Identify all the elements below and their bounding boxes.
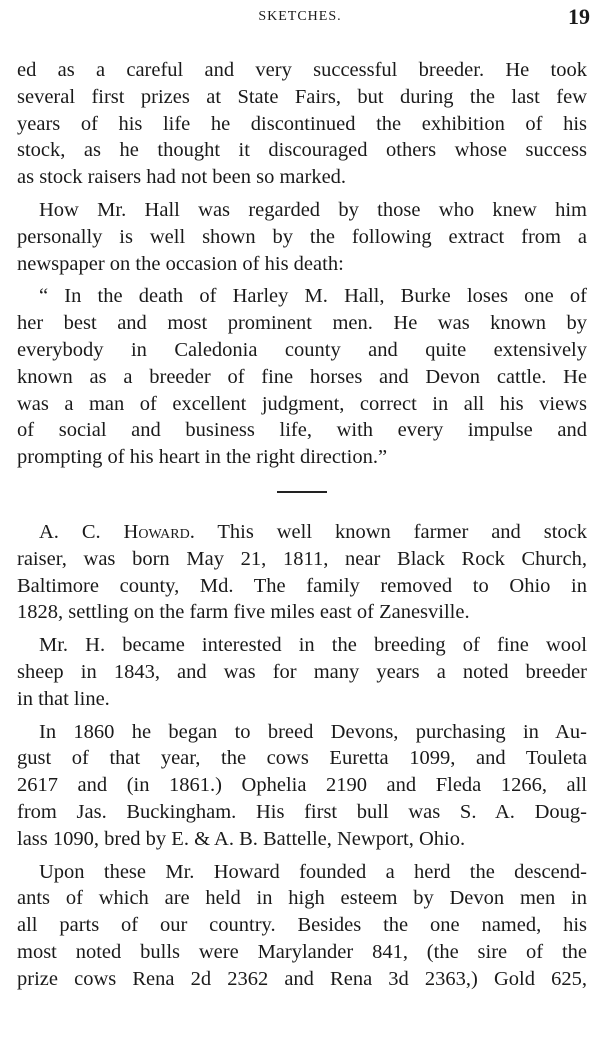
text-line: gust of that year, the cows Euretta 1099, and Touleta bbox=[17, 747, 587, 770]
text-line: of social and business life, with every impulse and bbox=[17, 419, 587, 442]
text-line bbox=[17, 519, 587, 546]
paragraph-sheep bbox=[17, 632, 587, 712]
text-line: ants of which are held in high esteem by Devon men in bbox=[17, 887, 587, 910]
text-line: prize cows Rena 2d 2362 and Rena 3d 2363,) Gold 625, bbox=[17, 967, 587, 990]
text-line: most noted bulls were Marylander 841, (the sire of the bbox=[17, 940, 587, 963]
paragraph-devons bbox=[17, 719, 587, 853]
text-line: known as a breeder of fine horses and Devon cattle. He bbox=[17, 365, 587, 388]
text-line: 1828, settling on the farm five miles east of Zanesville. bbox=[17, 601, 470, 624]
text-line: prompting of his heart in the right direction.” bbox=[17, 446, 388, 469]
text-line: In 1860 he began to breed Devons, purchasing in Au- bbox=[39, 720, 587, 743]
howard-intro-rest: This well known farmer and stock bbox=[217, 520, 587, 543]
text-line: 2617 and (in 1861.) Ophelia 2190 and Fleda 1266, all bbox=[17, 774, 587, 797]
text-line: lass 1090, bred by E. & A. B. Battelle, Newport, Ohio. bbox=[17, 827, 466, 850]
paragraph-breeder bbox=[17, 57, 587, 191]
running-title: SKETCHES. bbox=[258, 9, 342, 24]
page-number: 19 bbox=[568, 4, 590, 29]
text-line: years of his life he discontinued the exhibition of his bbox=[17, 112, 587, 135]
body-text bbox=[17, 57, 587, 999]
text-line: sheep in 1843, and was for many years a noted breeder bbox=[17, 660, 587, 683]
text-line: ed as a careful and very successful breeder. He took bbox=[17, 59, 587, 81]
text-line: several first prizes at State Fairs, but during the last few bbox=[17, 85, 587, 108]
text-line: personally is well shown by the following extract from a bbox=[17, 225, 587, 248]
howard-name: A. C. Howard. bbox=[39, 520, 195, 543]
text-line: How Mr. Hall was regarded by those who knew him bbox=[39, 198, 587, 221]
text-line: her best and most prominent men. He was known by bbox=[17, 312, 587, 335]
running-head bbox=[0, 6, 600, 28]
text-line: “ In the death of Harley M. Hall, Burke loses one of bbox=[39, 285, 587, 308]
paragraph-howard-intro bbox=[17, 519, 587, 626]
text-line: from Jas. Buckingham. His first bull was S. A. Doug- bbox=[17, 800, 587, 823]
text-line: Upon these Mr. Howard founded a herd the descend- bbox=[39, 860, 587, 883]
paragraph-herd bbox=[17, 859, 587, 993]
text-line: in that line. bbox=[17, 687, 110, 710]
text-line: was a man of excellent judgment, correct in all his views bbox=[17, 392, 587, 415]
text-line: newspaper on the occasion of his death: bbox=[17, 252, 344, 275]
text-line: stock, as he thought it discouraged others whose success bbox=[17, 139, 587, 162]
text-line: everybody in Caledonia county and quite extensively bbox=[17, 338, 587, 361]
paragraph-regard bbox=[17, 197, 587, 277]
section-divider bbox=[277, 491, 327, 493]
text-line: Baltimore county, Md. The family removed to Ohio in bbox=[17, 574, 587, 597]
paragraph-quote bbox=[17, 283, 587, 471]
text-line: raiser, was born May 21, 1811, near Black Rock Church, bbox=[17, 547, 587, 570]
text-line: as stock raisers had not been so marked. bbox=[17, 166, 347, 189]
text-line: Mr. H. became interested in the breeding of fine wool bbox=[39, 634, 587, 657]
text-line: all parts of our country. Besides the one named, his bbox=[17, 914, 587, 937]
